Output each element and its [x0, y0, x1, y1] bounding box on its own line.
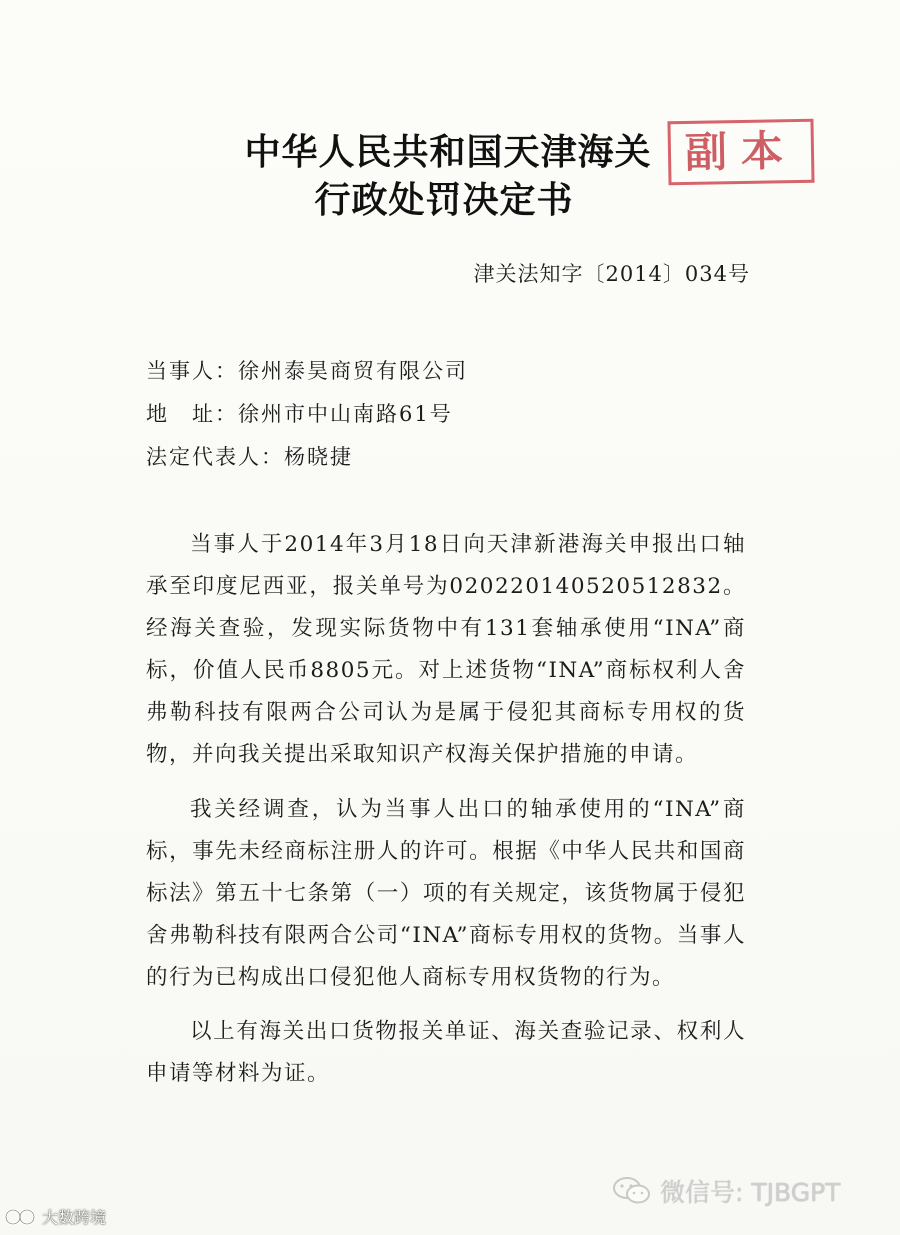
body-paragraph-facts: 当事人于2014年3月18日向天津新港海关申报出口轴承至印度尼西亚，报关单号为020220140520512832。经海关查验，发现实际货物中有131套轴承使用“INA”商标，价值人民币8805元。对上述货物“INA”商标权利人舍弗勒科技有限两合公司认为是属于侵犯其商标专用权的货物，并向我关提出采取知识产权海关保护措施的申请。	[146, 532, 746, 767]
copy-stamp: 副本	[667, 119, 814, 186]
wechat-id-text: 微信号: TJBGPT	[660, 1178, 841, 1207]
party-name: 当事人：徐州泰昊商贸有限公司	[146, 359, 468, 383]
document-subtitle: 行政处罚决定书	[314, 180, 574, 221]
body-paragraph-findings: 我关经调查，认为当事人出口的轴承使用的“INA”商标，事先未经商标注册人的许可。根据《中华人民共和国商标法》第五十七条第（一）项的有关规定，该货物属于侵犯舍弗勒科技有限两合公司“INA”商标专用权的货物。当事人的行为已构成出口侵犯他人商标专用权货物的行为。	[146, 797, 746, 990]
brand-logo-icon	[4, 1206, 38, 1228]
body-paragraph-evidence: 以上有海关出口货物报关单证、海关查验记录、权利人申请等材料为证。	[146, 1019, 746, 1086]
document-title: 中华人民共和国天津海关	[244, 132, 652, 173]
corner-watermark-text: 大数跨境	[42, 1208, 107, 1227]
legal-representative: 法定代表人：杨晓捷	[146, 445, 353, 469]
party-address: 地 址：徐州市中山南路61号	[146, 402, 453, 426]
wechat-icon	[612, 1175, 652, 1207]
wechat-watermark	[612, 1173, 840, 1209]
corner-watermark	[4, 1205, 106, 1228]
document-number: 津关法知字〔2014〕034号	[473, 262, 750, 286]
